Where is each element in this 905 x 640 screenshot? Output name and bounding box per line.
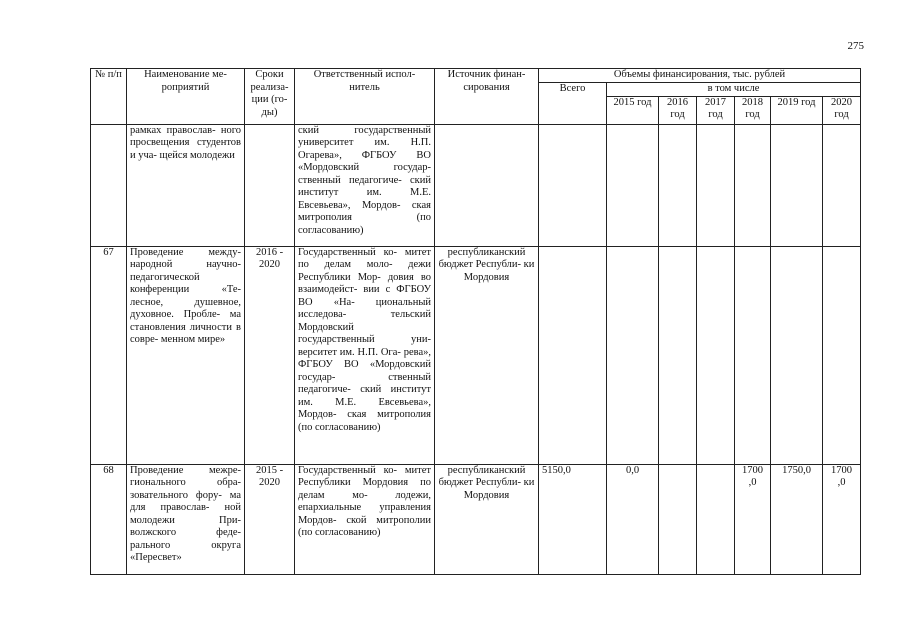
header-incl: в том числе <box>607 83 861 97</box>
row-source <box>435 124 539 246</box>
row-year-value: 1700 ,0 <box>823 464 861 574</box>
header-num: № п/п <box>91 69 127 125</box>
row-year-value <box>823 124 861 246</box>
row-num: 68 <box>91 464 127 574</box>
row-year-value <box>607 124 659 246</box>
row-year-value <box>697 124 735 246</box>
financing-table <box>90 68 861 575</box>
row-year-value <box>659 464 697 574</box>
row-year-value <box>697 464 735 574</box>
header-year: 2020 год <box>823 96 861 124</box>
row-name: Проведение межре- гионального обра- зовательного фору- ма для православ- ной молодежи При- волжского феде- рального округа «Пересвет» <box>127 464 245 574</box>
row-num <box>91 124 127 246</box>
row-executor: ский государственный университет им. Н.П. Огарева», ФГБОУ ВО «Мордовский государ- ственный педагогиче- ский институт им. М.Е. Евсевьева», Мордов- ская митрополия (по согласованию) <box>295 124 435 246</box>
row-year-value <box>823 246 861 464</box>
row-year-value: 1700 ,0 <box>735 464 771 574</box>
header-term: Сроки реализа- ции (го- ды) <box>245 69 295 125</box>
row-year-value: 1750,0 <box>771 464 823 574</box>
header-year: 2019 год <box>771 96 823 124</box>
row-year-value <box>735 246 771 464</box>
table-row <box>91 464 861 574</box>
header-executor: Ответственный испол- нитель <box>295 69 435 125</box>
row-total <box>539 246 607 464</box>
header-year: 2015 год <box>607 96 659 124</box>
header-source: Источник финан- сирования <box>435 69 539 125</box>
row-term <box>245 124 295 246</box>
header-volume: Объемы финансирования, тыс. рублей <box>539 69 861 83</box>
page-number: 275 <box>847 40 864 52</box>
table-row <box>91 246 861 464</box>
header-year: 2017 год <box>697 96 735 124</box>
table-row <box>91 124 861 246</box>
row-year-value: 0,0 <box>607 464 659 574</box>
row-year-value <box>659 124 697 246</box>
row-total <box>539 124 607 246</box>
row-term: 2015 - 2020 <box>245 464 295 574</box>
header-year: 2016 год <box>659 96 697 124</box>
header-year: 2018 год <box>735 96 771 124</box>
row-year-value <box>771 246 823 464</box>
row-executor: Государственный ко- митет Республики Мордовия по делам мо- лодежи, епархиальные управления Мордов- ской митрополии (по согласованию) <box>295 464 435 574</box>
row-name: Проведение между- народной научно- педагогической конференции «Те- лесное, душевное, духовное. Пробле- ма становления личности в совре- менном мире» <box>127 246 245 464</box>
row-year-value <box>735 124 771 246</box>
row-total: 5150,0 <box>539 464 607 574</box>
row-year-value <box>697 246 735 464</box>
row-year-value <box>659 246 697 464</box>
header-name: Наименование ме- роприятий <box>127 69 245 125</box>
row-term: 2016 - 2020 <box>245 246 295 464</box>
row-name: рамках православ- ного просвещения студентов и уча- щейся молодежи <box>127 124 245 246</box>
row-source: республиканский бюджет Республи- ки Мордовия <box>435 464 539 574</box>
row-source: республиканский бюджет Республи- ки Мордовия <box>435 246 539 464</box>
row-year-value <box>607 246 659 464</box>
header-total: Всего <box>539 83 607 125</box>
row-year-value <box>771 124 823 246</box>
row-executor: Государственный ко- митет по делам моло- дежи Республики Мор- довия во взаимодейст- вии с ФГБОУ ВО «На- циональный исследова- тельский Мордовский государственный уни- верситет им. Н.П. Ога- рева», ФГБОУ ВО «Мордовский государ- ственный педагогиче- ский институт им. М.Е. Евсевьева», Мордов- ская митрополия (по согласованию) <box>295 246 435 464</box>
row-num: 67 <box>91 246 127 464</box>
